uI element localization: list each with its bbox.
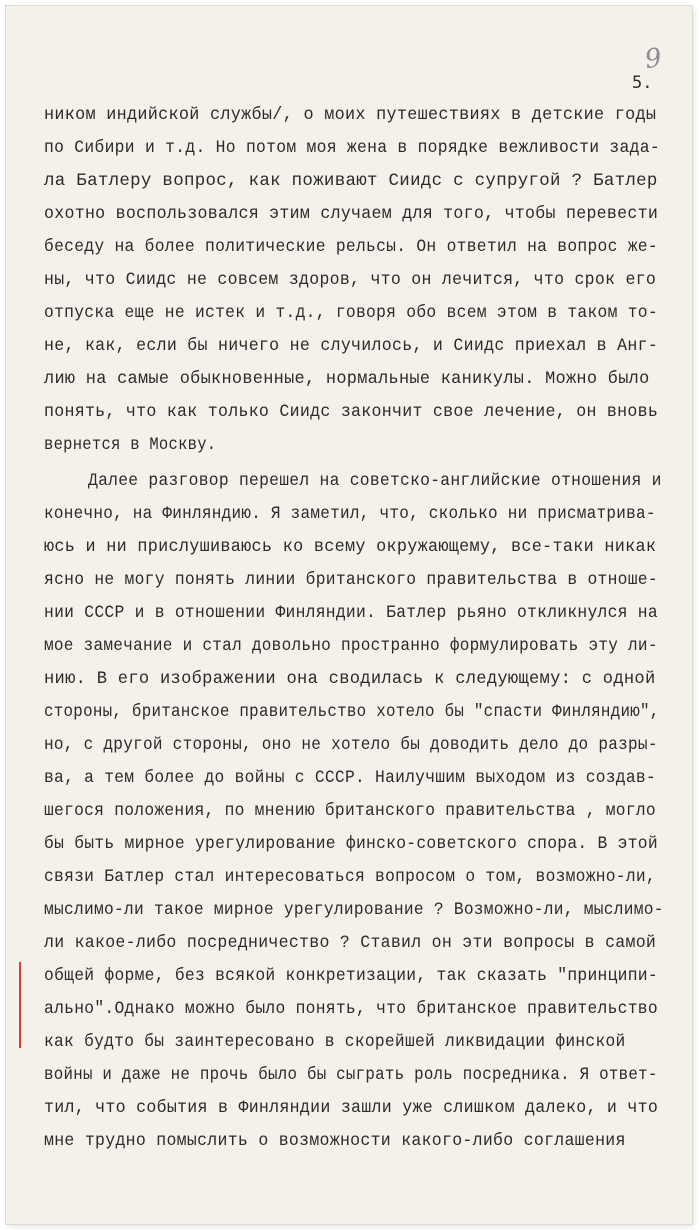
text-line: ва, а тем более до войны с СССР. Наилучшим выходом из создав-: [44, 768, 656, 788]
text-line: конечно, на Финляндию. Я заметил, что, сколько ни присматрива-: [44, 504, 656, 524]
text-line: мое замечание и стал довольно пространно формулировать эту ли-: [44, 636, 658, 656]
text-line: лию на самые обыкновенные, нормальные каникулы. Можно было: [44, 369, 650, 389]
text-line: нию. В его изображении она сводилась к следующему: с одной: [44, 669, 656, 689]
text-line: юсь и ни прислушиваюсь ко всему окружающему, все-таки никак: [44, 537, 657, 557]
text-line: мыслимо-ли такое мирное урегулирование ? Возможно-ли, мыслимо-: [44, 900, 664, 920]
text-line: шегося положения, по мнению британского правительства , могло: [44, 801, 656, 821]
text-line: войны и даже не прочь было бы сыграть роль посредника. Я ответ-: [44, 1065, 658, 1085]
text-line: тил, что события в Финляндии зашли уже слишком далеко, и что: [44, 1098, 659, 1118]
text-line: как будто бы заинтересовано в скорейшей ликвидации финской: [44, 1032, 626, 1052]
text-line: ны, что Сиидс не совсем здоров, что он лечится, что срок его: [44, 270, 657, 290]
text-line: ли какое-либо посредничество ? Ставил он эти вопросы в самой: [44, 933, 657, 953]
text-line: ником индийской службы/, о моих путешествиях в детские годы: [44, 105, 657, 125]
text-line: стороны, британское правительство хотело бы "спасти Финляндию",: [44, 702, 660, 722]
text-line: связи Батлер стал интересоваться вопросом о том, возможно-ли,: [44, 867, 656, 887]
text-line: ла Батлеру вопрос, как поживают Сиидс с супругой ? Батлер: [44, 171, 658, 191]
text-line: вернется в Москву.: [44, 435, 217, 455]
text-line: но, с другой стороны, оно не хотело бы доводить дело до разры-: [44, 735, 658, 755]
text-line: общей форме, без всякой конкретизации, так сказать "принципи-: [44, 966, 658, 986]
text-line: по Сибири и т.д. Но потом моя жена в порядке вежливости зада-: [44, 138, 660, 158]
text-line: ясно не могу понять линии британского правительства в отноше-: [44, 570, 658, 590]
page-number: 5.: [632, 73, 653, 93]
text-line: Далее разговор перешел на советско-английские отношения и: [88, 471, 662, 491]
text-line: мне трудно помыслить о возможности какого-либо соглашения: [44, 1131, 626, 1151]
text-line: ально".Однако можно было понять, что британское правительство: [44, 999, 658, 1019]
text-line: охотно воспользовался этим случаем для того, чтобы перевести: [44, 204, 659, 224]
text-line: отпуска еще не истек и т.д., говоря обо всем этом в таком то-: [44, 303, 658, 323]
text-line: беседу на более политические рельсы. Он ответил на вопрос же-: [44, 237, 658, 257]
text-line: бы быть мирное урегулирование финско-советского спора. В этой: [44, 834, 658, 854]
text-line: нии СССР и в отношении Финляндии. Батлер рьяно откликнулся на: [44, 603, 658, 623]
text-line: понять, что как только Сиидс закончит свое лечение, он вновь: [44, 402, 659, 422]
text-line: не, как, если бы ничего не случилось, и Сиидс приехал в Анг-: [44, 336, 659, 356]
folio-number: 9: [642, 42, 664, 76]
